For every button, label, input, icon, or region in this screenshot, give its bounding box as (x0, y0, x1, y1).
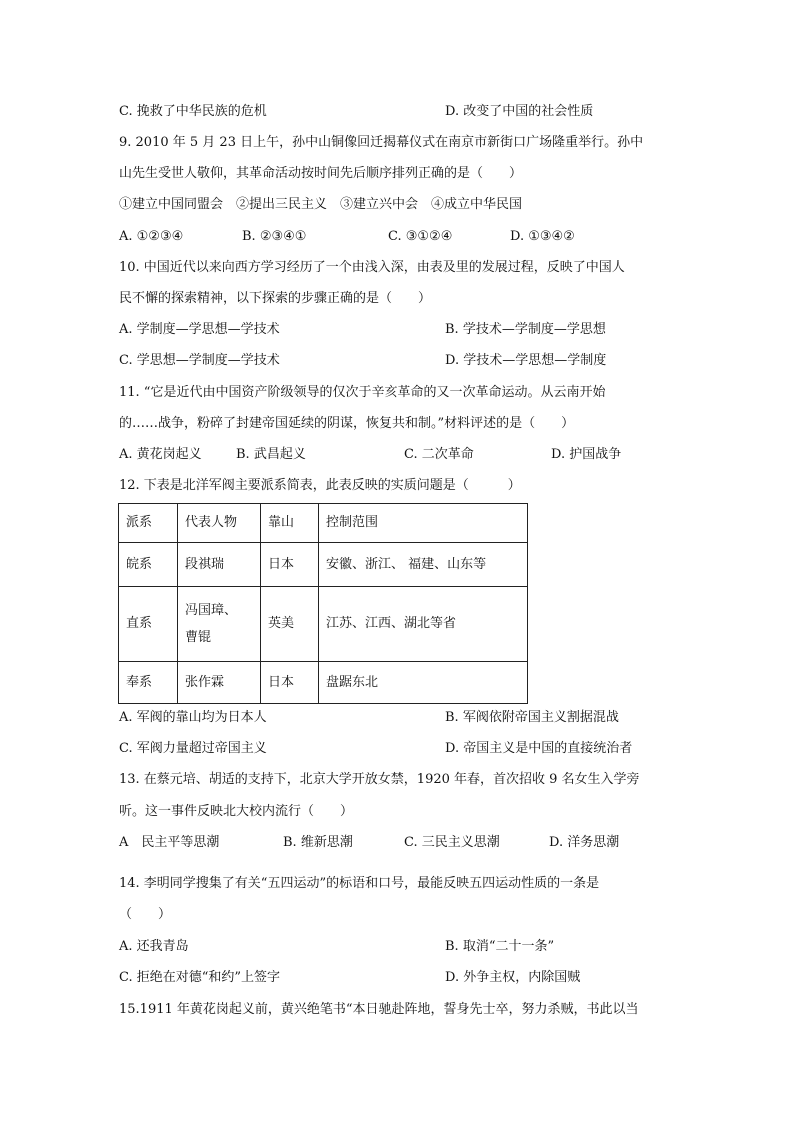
q9-option-c: C. ③①②④ (388, 229, 453, 244)
q9-option-d: D. ①③④② (510, 229, 575, 244)
q13-option-c: C. 三民主义思潮 (404, 835, 500, 850)
q10-stem-line1: 10. 中国近代以来向西方学习经历了一个由浅入深，由表及里的发展过程，反映了中国人 (119, 260, 625, 275)
leader-name: 段祺瑞 (185, 556, 225, 572)
q12-option-a: A. 军阀的靠山均为日本人 (119, 710, 267, 725)
faction-cell: 皖系 (119, 543, 178, 587)
leader-cell (178, 543, 261, 587)
q14-stem-line1: 14. 李明同学搜集了有关“五四运动”的标语和口号，最能反映五四运动性质的一条是 (119, 876, 600, 891)
q9-option-a: A. ①②③④ (119, 229, 184, 244)
q9-option-b: B. ②③④① (242, 229, 307, 244)
warlord-factions-table (118, 503, 528, 704)
table-header-row (119, 504, 528, 543)
q14-option-a: A. 还我青岛 (119, 939, 189, 954)
leader-cell (178, 587, 261, 662)
q10-option-b: B. 学技术—学制度—学思想 (445, 322, 606, 337)
q10-option-c: C. 学思想—学制度—学技术 (119, 353, 280, 368)
q10-option-d: D. 学技术—学思想—学制度 (445, 353, 607, 368)
backer-cell: 日本 (261, 662, 319, 704)
q11-option-d: D. 护国战争 (551, 447, 622, 462)
q11-stem-line2: 的……战争，粉碎了封建帝国延续的阴谋，恢复共和制。”材料评述的是（ ） (119, 416, 575, 431)
table-row (119, 543, 528, 587)
backer-cell: 英美 (261, 587, 319, 662)
q12-option-d: D. 帝国主义是中国的直接统治者 (445, 741, 633, 756)
q12-option-c: C. 军阀力量超过帝国主义 (119, 741, 267, 756)
table-header-cell: 控制范围 (319, 504, 528, 543)
q10-option-a: A. 学制度—学思想—学技术 (119, 322, 280, 337)
q12-option-b: B. 军阀依附帝国主义割据混战 (445, 710, 619, 725)
q13-option-b: B. 维新思潮 (283, 835, 353, 850)
table-row (119, 587, 528, 662)
q14-option-d: D. 外争主权，内除国贼 (445, 970, 581, 985)
q11-stem-line1: 11. “它是近代由中国资产阶级领导的仅次于辛亥革命的又一次革命运动。从云南开始 (119, 385, 606, 400)
leader-cell (178, 662, 261, 704)
q14-stem-line2: （ ） (119, 907, 172, 922)
q14-option-c: C. 拒绝在对德“和约”上签字 (119, 970, 281, 985)
q15-stem-line1: 15.1911 年黄花岗起义前，黄兴绝笔书“本日驰赴阵地，誓身先士卒，努力杀贼，书此以当 (119, 1002, 639, 1017)
faction-cell: 奉系 (119, 662, 178, 704)
table-header-cell: 靠山 (261, 504, 319, 543)
territory-cell: 安徽、浙江、 福建、山东等 (319, 543, 528, 587)
territory-cell: 盘踞东北 (319, 662, 528, 704)
territory-cell: 江苏、江西、湖北等省 (319, 587, 528, 662)
q11-option-c: C. 二次革命 (404, 447, 474, 462)
q10-stem-line2: 民不懈的探索精神，以下探索的步骤正确的是（ ） (119, 291, 432, 306)
leader-name: 张作霖 (185, 674, 225, 690)
q13-stem-line1: 13. 在蔡元培、胡适的支持下，北京大学开放女禁，1920 年春，首次招收 9 名女生入学旁 (119, 772, 640, 787)
q12-stem: 12. 下表是北洋军阀主要派系简表，此表反映的实质问题是（ ） (119, 478, 521, 493)
q13-option-a: A 民主平等思潮 (119, 835, 220, 850)
q13-stem-line2: 听。这一事件反映北大校内流行（ ） (119, 804, 354, 819)
q9-stem-line1: 9. 2010 年 5 月 23 日上午，孙中山铜像回迁揭幕仪式在南京市新街口广场隆重举行。孙中 (119, 135, 644, 150)
q14-option-b: B. 取消“二十一条” (445, 939, 555, 954)
table-header-cell: 代表人物 (178, 504, 261, 543)
q8-option-c: C. 挽救了中华民族的危机 (119, 104, 267, 119)
leader-name: 曹锟 (185, 630, 212, 645)
q11-option-b: B. 武昌起义 (236, 447, 306, 462)
faction-cell: 直系 (119, 587, 178, 662)
table-header-cell: 派系 (119, 504, 178, 543)
q8-option-d: D. 改变了中国的社会性质 (445, 104, 594, 119)
table-row (119, 662, 528, 704)
backer-cell: 日本 (261, 543, 319, 587)
q9-items: ①建立中国同盟会 ②提出三民主义 ③建立兴中会 ④成立中华民国 (119, 197, 523, 212)
q13-option-d: D. 洋务思潮 (549, 835, 620, 850)
q11-option-a: A. 黄花岗起义 (119, 447, 202, 462)
leader-name: 冯国璋、 (185, 603, 238, 618)
q9-stem-line2: 山先生受世人敬仰，其革命活动按时间先后顺序排列正确的是（ ） (119, 166, 523, 181)
